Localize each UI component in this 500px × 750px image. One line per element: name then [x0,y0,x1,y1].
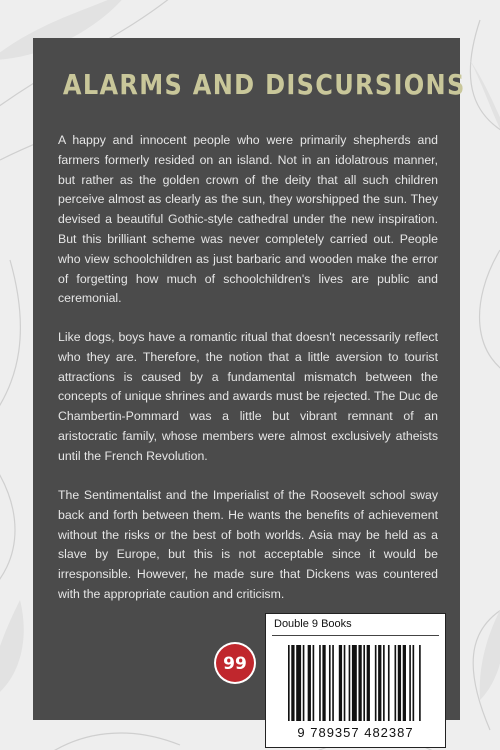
barcode-bar [288,645,290,721]
barcode-bar [358,645,361,721]
barcode-bars [288,645,424,721]
barcode-bar [403,645,406,721]
barcode-label [265,613,446,748]
barcode-bar [344,645,346,721]
publisher-name: Double 9 Books [274,618,352,630]
description-paragraph-1: A happy and innocent people who were primarily shepherds and farmers formerly resided on an island. Not in an idolatrous manner, but rather as the golden crown of the deity that all such children perceive almost as clearly as the sun, they worshipped the sun. They devised a beautiful Gothic-style cathedral under the new inspiration. But this brilliant scheme was never completely carried out. People who view schoolchildren as just barbaric and wooden make the error of forgetting how much of schoolchildren's lives are public and ceremonial. [58,133,438,306]
barcode-bar [398,645,401,721]
publisher-divider [272,635,439,636]
barcode-bar [329,645,331,721]
barcode-bar [419,645,421,721]
barcode-bar [332,645,334,721]
publisher-logo-icon [213,641,257,685]
barcode-bar [378,645,381,721]
barcode-bar [363,645,365,721]
barcode-bar [291,645,294,721]
isbn-number: 9 789357 482387 [297,725,414,740]
barcode-bar [322,645,325,721]
logo-text: 99 [223,654,247,674]
barcode-bar [319,645,321,721]
barcode-bar [352,645,357,721]
barcode-bar [409,645,411,721]
barcode-bar [413,645,415,721]
book-title: ALARMS AND DISCURSIONS [62,68,466,101]
barcode-bar [349,645,351,721]
barcode-bar [375,645,377,721]
back-cover-panel [33,38,466,740]
barcode-bar [395,645,397,721]
barcode-bar [313,645,315,721]
barcode-bar [296,645,301,721]
barcode-bar [308,645,311,721]
barcode-bar [339,645,342,721]
description-paragraph-3: The Sentimentalist and the Imperialist of the Roosevelt school sway back and forth between them. He wants the benefits of achievement without the risks or the best of both worlds. Asia may be held as a slave by Europe, but this is not acceptable since it would be irresponsible. However, he made sure that Dickens was countered with the appropriate caution and criticism. [58,488,438,601]
barcode-bar [303,645,305,721]
barcode-bar [367,645,370,721]
barcode-bar [388,645,390,721]
barcode-bar [383,645,385,721]
description-paragraph-2: Like dogs, boys have a romantic ritual that doesn't necessarily reflect who they are. Therefore, the notion that a little aversion to tourist attractions is caused by a fundamental mismatch between the concepts of unique shrines and awards must be rejected. The Duc de Chambertin-Pommard was a little but vibrant remnant of an aristocratic family, whose members were almost exclusively atheists until the French Revolution. [58,330,438,463]
